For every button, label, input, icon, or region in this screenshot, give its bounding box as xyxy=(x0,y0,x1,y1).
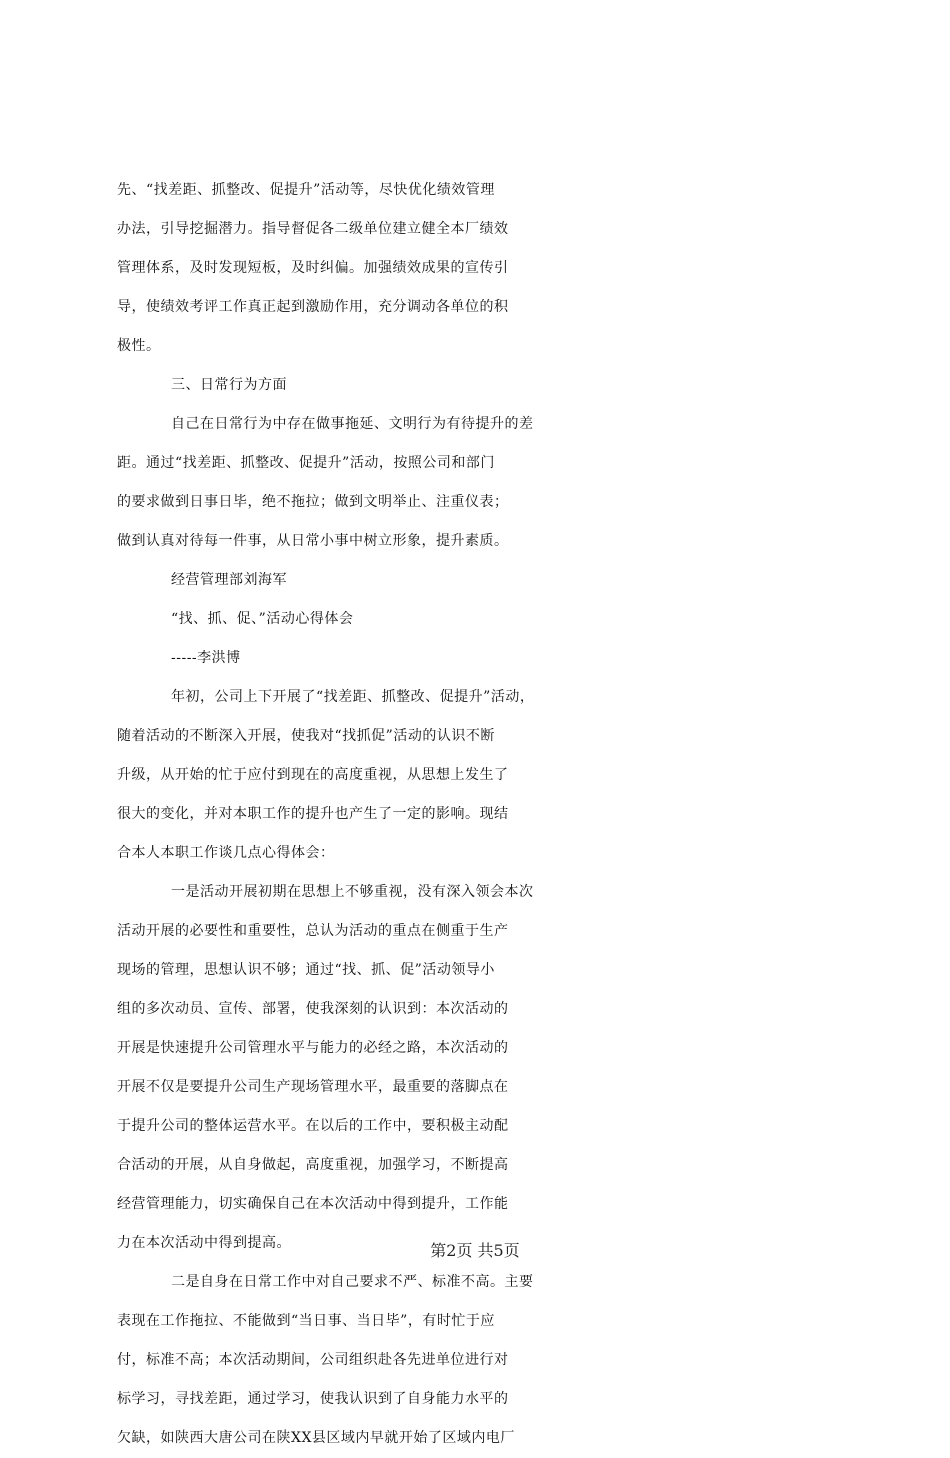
text-line: 活动开展的必要性和重要性，总认为活动的重点在侧重于生产 xyxy=(117,923,509,939)
text-line: 付，标准不高；本次活动期间，公司组织赴各先进单位进行对 xyxy=(117,1352,509,1368)
page-footer: 第2页 共5页 xyxy=(430,1241,520,1260)
text-line: 极性。 xyxy=(117,338,161,354)
text-line: 合本人本职工作谈几点心得体会： xyxy=(117,845,335,861)
text-line: 管理体系，及时发现短板，及时纠偏。加强绩效成果的宣传引 xyxy=(117,260,509,276)
text-line: -----李洪博 xyxy=(171,650,241,666)
text-line: 表现在工作拖拉、不能做到“当日事、当日毕”，有时忙于应 xyxy=(117,1313,495,1329)
text-line: 二是自身在日常工作中对自己要求不严、标准不高。主要 xyxy=(171,1274,534,1290)
text-line: 的要求做到日事日毕，绝不拖拉；做到文明举止、注重仪表； xyxy=(117,494,509,510)
text-line: 现场的管理，思想认识不够；通过“找、抓、促”活动领导小 xyxy=(117,962,495,978)
text-line: 开展不仅是要提升公司生产现场管理水平，最重要的落脚点在 xyxy=(117,1079,509,1095)
text-line: 三、日常行为方面 xyxy=(171,377,287,393)
text-line: 经营管理能力，切实确保自己在本次活动中得到提升，工作能 xyxy=(117,1196,509,1212)
text-line: 先、“找差距、抓整改、促提升”活动等，尽快优化绩效管理 xyxy=(117,182,495,198)
text-line: “找、抓、促、”活动心得体会 xyxy=(171,611,354,627)
text-line: 一是活动开展初期在思想上不够重视，没有深入领会本次 xyxy=(171,884,534,900)
text-line: 导，使绩效考评工作真正起到激励作用，充分调动各单位的积 xyxy=(117,299,509,315)
text-line: 升级，从开始的忙于应付到现在的高度重视，从思想上发生了 xyxy=(117,767,509,783)
text-line: 力在本次活动中得到提高。 xyxy=(117,1235,291,1251)
text-line: 做到认真对待每一件事，从日常小事中树立形象，提升素质。 xyxy=(117,533,509,549)
text-line: 组的多次动员、宣传、部署，使我深刻的认识到：本次活动的 xyxy=(117,1001,509,1017)
text-line: 随着活动的不断深入开展，使我对“找抓促”活动的认识不断 xyxy=(117,728,495,744)
text-line: 很大的变化，并对本职工作的提升也产生了一定的影响。现结 xyxy=(117,806,509,822)
text-line: 合活动的开展，从自身做起，高度重视，加强学习，不断提高 xyxy=(117,1157,509,1173)
text-line: 自己在日常行为中存在做事拖延、文明行为有待提升的差 xyxy=(171,416,534,432)
text-line: 标学习，寻找差距，通过学习，使我认识到了自身能力水平的 xyxy=(117,1391,509,1407)
document-body xyxy=(117,171,837,1458)
text-line: 开展是快速提升公司管理水平与能力的必经之路，本次活动的 xyxy=(117,1040,509,1056)
text-line: 欠缺，如陕西大唐公司在陕XX县区域内早就开始了区域内电厂 xyxy=(117,1430,515,1446)
text-line: 年初，公司上下开展了“找差距、抓整改、促提升”活动， xyxy=(171,689,535,705)
text-line: 经营管理部刘海军 xyxy=(171,572,287,588)
text-line: 办法，引导挖掘潜力。指导督促各二级单位建立健全本厂绩效 xyxy=(117,221,509,237)
text-line: 距。通过“找差距、抓整改、促提升”活动，按照公司和部门 xyxy=(117,455,495,471)
text-line: 于提升公司的整体运营水平。在以后的工作中，要积极主动配 xyxy=(117,1118,509,1134)
